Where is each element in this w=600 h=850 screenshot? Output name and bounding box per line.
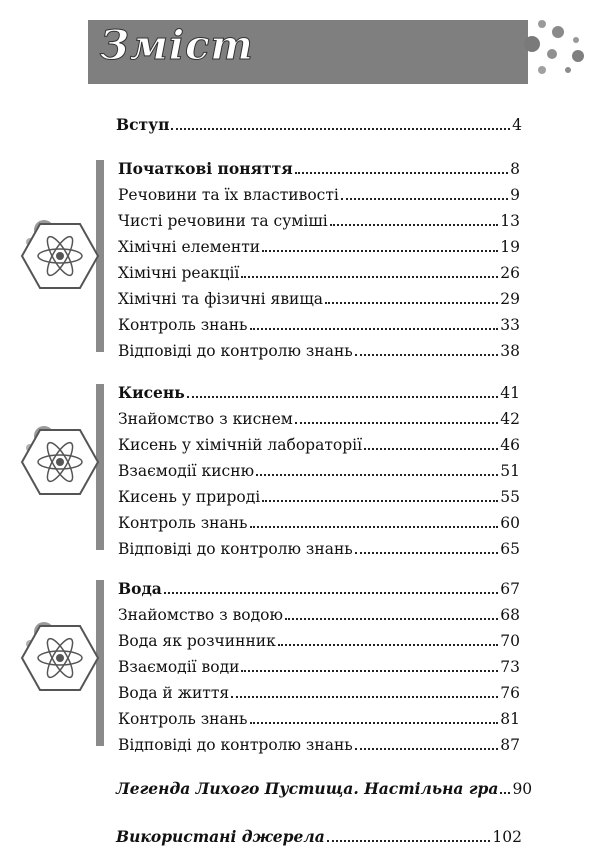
dot-leader (250, 526, 499, 528)
toc-page-number: 46 (500, 436, 520, 454)
dot-leader (241, 276, 498, 278)
dot-leader (325, 302, 498, 304)
toc-entry[interactable] (118, 235, 520, 257)
toc-entry[interactable] (118, 183, 520, 205)
toc-entry-label: Речовини та їх властивості (118, 186, 339, 204)
toc-entry[interactable] (118, 339, 520, 361)
toc-entry-label: Кисень у природі (118, 488, 261, 506)
toc-entry-label: Відповіді до контролю знань (118, 736, 353, 754)
toc-entry-label: Хімічні елементи (118, 238, 261, 256)
toc-page-number: 90 (512, 780, 533, 798)
toc-page-number: 13 (500, 212, 520, 230)
dot-leader (355, 748, 499, 750)
dot-leader (241, 670, 498, 672)
toc-page-number: 38 (500, 342, 520, 360)
toc-entry[interactable] (118, 733, 520, 755)
dot-leader (285, 618, 498, 620)
toc-entry[interactable] (118, 655, 520, 677)
toc-entry-label: Кисень (118, 383, 185, 402)
toc-entry-label: Взаємодії води (118, 658, 240, 676)
toc-entry[interactable] (118, 261, 520, 283)
dot-leader (250, 722, 499, 724)
toc-entry-label: Відповіді до контролю знань (118, 540, 353, 558)
atom-icon (18, 216, 100, 294)
toc-entry[interactable] (118, 287, 520, 309)
toc-entry[interactable] (118, 313, 520, 335)
atom-icon (18, 422, 100, 500)
dot-leader (295, 172, 508, 174)
toc-page-number: 55 (500, 488, 520, 506)
toc-entry-label: Чисті речовини та суміші (118, 212, 328, 230)
toc-entry-label: Кисень у хімічній лабораторії (118, 436, 363, 454)
toc-entry[interactable] (118, 485, 520, 507)
toc-entry-intro[interactable] (116, 113, 522, 135)
toc-page-number: 67 (500, 580, 520, 598)
dot-leader (187, 396, 499, 398)
toc-page-number: 102 (492, 828, 522, 846)
dot-leader (171, 128, 510, 130)
toc-entry-label: Хімічні реакції (118, 264, 240, 282)
dot-leader (231, 696, 498, 698)
toc-page-number: 9 (510, 186, 520, 204)
toc-page-number: 65 (500, 540, 520, 558)
toc-entry-label: Використані джерела (116, 827, 325, 846)
toc-page-number: 76 (500, 684, 520, 702)
atom-icon (18, 618, 100, 696)
toc-entry-label: Вода як розчинник (118, 632, 276, 650)
toc-page-number: 4 (512, 116, 522, 134)
toc-entry[interactable] (118, 681, 520, 703)
decorative-dots-icon (522, 14, 600, 80)
toc-section-title[interactable] (118, 577, 520, 599)
toc-entry-sources[interactable] (116, 825, 522, 847)
toc-entry[interactable] (118, 209, 520, 231)
toc-entry-label: Вступ (116, 115, 170, 134)
toc-page-number: 68 (500, 606, 520, 624)
toc-entry-label: Початкові поняття (118, 159, 293, 178)
dot-leader (364, 448, 498, 450)
toc-section-title[interactable] (118, 157, 520, 179)
toc-page-number: 70 (500, 632, 520, 650)
toc-entry-label: Хімічні та фізичні явища (118, 290, 324, 308)
toc-entry-label: Взаємодії кисню (118, 462, 255, 480)
toc-entry-label: Легенда Лихого Пустища. Настільна гра (116, 779, 499, 798)
toc-entry-label: Вода (118, 579, 162, 598)
dot-leader (278, 644, 498, 646)
toc-page-number: 81 (500, 710, 520, 728)
toc-entry[interactable] (118, 433, 520, 455)
toc-page-number: 29 (500, 290, 520, 308)
dot-leader (250, 328, 499, 330)
toc-section-title[interactable] (118, 381, 520, 403)
toc-entry[interactable] (118, 629, 520, 651)
toc-page-number: 41 (500, 384, 520, 402)
toc-page-number: 73 (500, 658, 520, 676)
toc-entry[interactable] (118, 459, 520, 481)
toc-page-number: 51 (500, 462, 520, 480)
dot-leader (262, 250, 498, 252)
toc-page-number: 19 (500, 238, 520, 256)
toc-entry-label: Контроль знань (118, 710, 248, 728)
toc-page-number: 26 (500, 264, 520, 282)
dot-leader (330, 224, 499, 226)
toc-entry-label: Знайомство з водою (118, 606, 283, 624)
toc-entry-label: Знайомство з киснем (118, 410, 293, 428)
toc-entry-label: Вода й життя (118, 684, 230, 702)
dot-leader (341, 198, 508, 200)
dot-leader (256, 474, 498, 476)
dot-leader (262, 500, 498, 502)
toc-entry[interactable] (118, 511, 520, 533)
dot-leader (295, 422, 498, 424)
toc-page-number: 87 (500, 736, 520, 754)
toc-page-number: 60 (500, 514, 520, 532)
toc-entry[interactable] (118, 707, 520, 729)
toc-entry[interactable] (118, 537, 520, 559)
toc-entry-label: Контроль знань (118, 514, 248, 532)
toc-entry[interactable] (118, 603, 520, 625)
dot-leader (164, 592, 498, 594)
toc-entry-label: Контроль знань (118, 316, 248, 334)
dot-leader (500, 792, 510, 794)
toc-entry-game[interactable] (116, 777, 533, 799)
toc-page-number: 42 (500, 410, 520, 428)
dot-leader (355, 354, 499, 356)
toc-page-number: 8 (510, 160, 520, 178)
page-title: Зміст (100, 22, 254, 69)
dot-leader (355, 552, 499, 554)
dot-leader (327, 840, 491, 842)
toc-entry-label: Відповіді до контролю знань (118, 342, 353, 360)
toc-entry[interactable] (118, 407, 520, 429)
toc-page-number: 33 (500, 316, 520, 334)
